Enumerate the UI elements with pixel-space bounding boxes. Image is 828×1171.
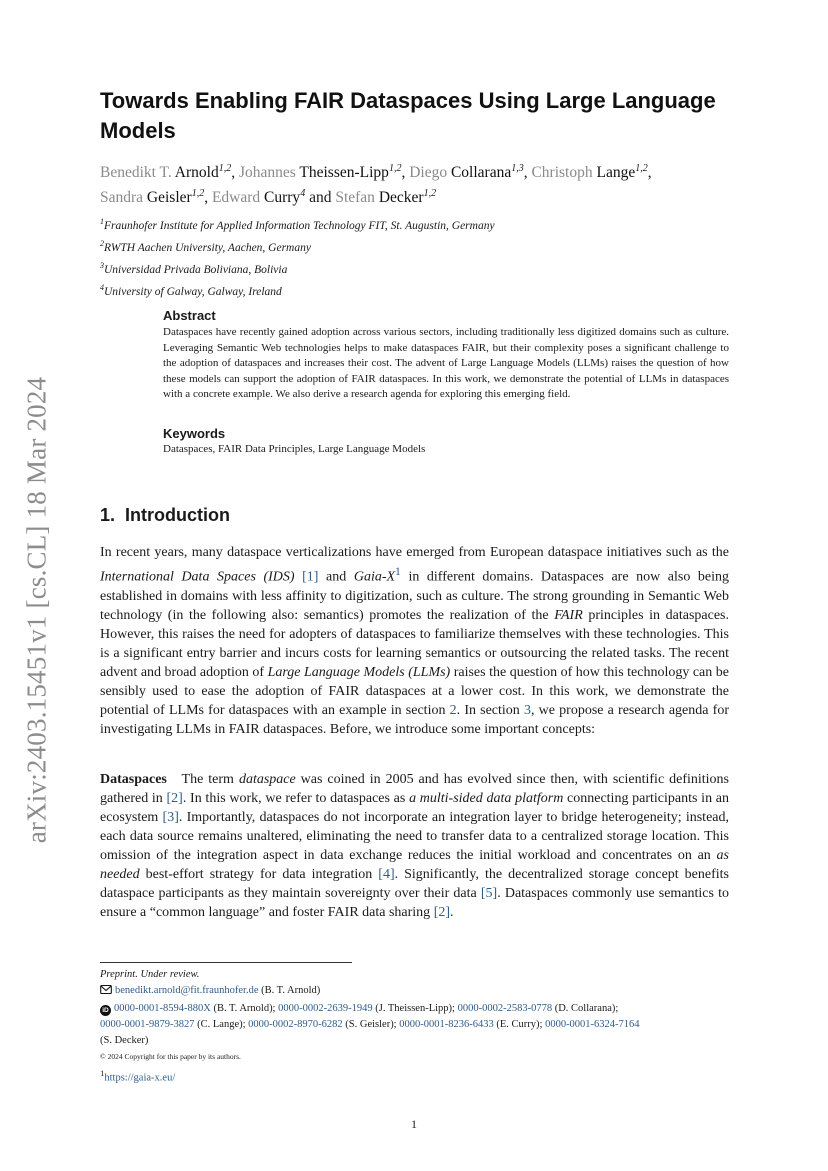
citation-link[interactable]: [2]	[433, 905, 451, 920]
section-link[interactable]: 3	[523, 702, 531, 718]
affiliation-list	[100, 213, 495, 301]
author-6: Edward Curry$^4$ and	[211, 188, 336, 207]
footnote-divider	[100, 962, 352, 963]
author-2: Johannes Theissen-Lipp$^{1,2}$,	[238, 163, 410, 182]
abstract-text: Dataspaces have recently gained adoption across various sectors, including traditionally less digitized domains such as culture. Leveraging Semantic Web technologies helps to make dataspaces FAIR, but their complexity poses a significant challenge to the adoption of dataspaces and increases their cost. The advent of Large Language Models (LLMs) raises the question of how these models can support the adoption of FAIR dataspaces. In this work, we demonstrate the potential of LLMs in dataspaces with a concrete example. We also derive a research agenda for exploring this emerging field.	[163, 326, 729, 400]
footnotes	[100, 967, 729, 1087]
orcid-link[interactable]: 0000-0001-9879-3827	[100, 1019, 195, 1030]
citation-link[interactable]: [3]	[162, 810, 179, 825]
author-1: Benedikt T. Arnold$^{1,2}$,	[100, 163, 239, 182]
affiliation-2: $^2$RWTH Aachen University, Aachen, Germany	[100, 239, 311, 254]
author-7: Stefan Decker$^{1,2}$	[335, 188, 437, 207]
citation-link[interactable]: [1]	[302, 569, 319, 585]
preprint-note: Preprint. Under review.	[100, 969, 200, 980]
orcid-link[interactable]: 0000-0002-2639-1949	[278, 1003, 373, 1014]
orcid-link[interactable]: 0000-0001-6324-7164	[545, 1019, 640, 1030]
abstract-heading: Abstract	[163, 308, 216, 323]
affiliation-4: $^4$University of Galway, Galway, Ireland	[100, 283, 282, 298]
author-4: Christoph Lange$^{1,2}$,	[531, 163, 652, 182]
affiliation-3: $^3$Universidad Privada Boliviana, Bolivia	[100, 261, 288, 276]
orcid-link[interactable]: 0000-0001-8236-6433	[399, 1019, 494, 1030]
paper-title: Towards Enabling FAIR Dataspaces Using Large Language Models	[100, 88, 716, 143]
section-heading-introduction: 1. Introduction	[100, 505, 231, 525]
citation-link[interactable]: [5]	[480, 886, 498, 901]
page-number: 1	[411, 1117, 417, 1131]
keywords-text: Dataspaces, FAIR Data Principles, Large Language Models	[163, 443, 426, 455]
citation-link[interactable]: [2]	[166, 791, 183, 806]
orcid-lines: iD 0000-0001-8594-880X (B. T. Arnold); 0000-0002-2639-1949 (J. Theissen-Lipp); 0000-0002-2583-0778 (D. Collarana); 0000-0001-9879-3827 (C. Lange); 0000-0002-8970-6282 (S. Geisler); 0000-0001-8236-6433 (E. Curry); 0000-0001-6324-7164 (S. Decker)	[100, 1003, 640, 1046]
copyright-note: © 2024 Copyright for this paper by its authors.	[100, 1052, 241, 1061]
keywords-heading: Keywords	[163, 426, 226, 441]
arxiv-identifier: arXiv:2403.15451v1 [cs.CL] 18 Mar 2024	[21, 376, 52, 844]
email-link[interactable]: benedikt.arnold@fit.fraunhofer.de	[115, 985, 259, 996]
author-5: Sandra Geisler$^{1,2}$,	[100, 188, 212, 207]
affiliation-1: $^1$Fraunhofer Institute for Applied Information Technology FIT, St. Augustin, Germany	[100, 217, 495, 232]
author-3: Diego Collarana$^{1,3}$,	[409, 163, 532, 182]
author-list	[100, 158, 740, 208]
footnote-link[interactable]: 1	[395, 565, 401, 578]
paragraph-heading: Dataspaces	[100, 772, 167, 787]
orcid-link[interactable]: 0000-0001-8594-880X	[114, 1003, 211, 1014]
email-line: benedikt.arnold@fit.fraunhofer.de (B. T. Arnold)	[100, 983, 729, 1001]
orcid-link[interactable]: 0000-0002-2583-0778	[457, 1003, 553, 1014]
footnote-1: $^1$https://gaia-x.eu/	[100, 1068, 176, 1084]
orcid-link[interactable]: 0000-0002-8970-6282	[248, 1019, 343, 1030]
dataspaces-paragraph: Dataspaces The term dataspace was coined in 2005 and has evolved since then, with scientific definitions gathered in [2]. In this work, we refer to dataspaces as a multi-sided data platform connecting participants in an ecosystem [3]. Importantly, dataspaces do not incorporate an integration layer to bridge heterogeneity; instead, each data source remains unaltered, eliminating the need to transfer data to a centralized storage location. This omission of the integration aspect in data exchange reduces the initial workload and concentrates on an as needed best-effort strategy for data integration [4]. Significantly, the decentralized storage concept benefits dataspace participants as they maintain sovereignty over their data [5]. Dataspaces commonly use semantics to ensure a “common language” and foster FAIR data sharing [2].	[100, 772, 730, 920]
citation-link[interactable]: [4]	[378, 867, 395, 882]
gaia-x-link[interactable]: https://gaia-x.eu/	[104, 1072, 176, 1084]
envelope-icon	[100, 984, 112, 1001]
section-link[interactable]: 2	[449, 702, 457, 718]
intro-paragraph: In recent years, many dataspace verticalizations have emerged from European dataspace initiatives such as the International Data Spaces (IDS) [1] and Gaia-$X^1$ in different domains. Dataspaces are now also being established in domains with less affinity to digitization, such as culture. The strong grounding in Semantic Web technology (in the following also: semantics) promotes the realization of the FAIR principles in dataspaces. However, this raises the need for adopters of dataspaces to familiarize themselves with these technologies. This is a significant entry barrier and incurs costs for learning semantics or outsourcing the related tasks. The recent advent and broad adoption of Large Language Models (LLMs) raises the question of how this technology can be sensibly used to ease the adoption of FAIR dataspaces at a lower cost. In this work, we demonstrate the potential of LLMs for dataspaces with an example in section 2. In section 3, we propose a research agenda for investigating LLMs in FAIR dataspaces. Before, we introduce some important concepts:	[100, 545, 730, 737]
arxiv-side-stamp	[12, 360, 62, 860]
orcid-icon: iD	[100, 1005, 111, 1016]
